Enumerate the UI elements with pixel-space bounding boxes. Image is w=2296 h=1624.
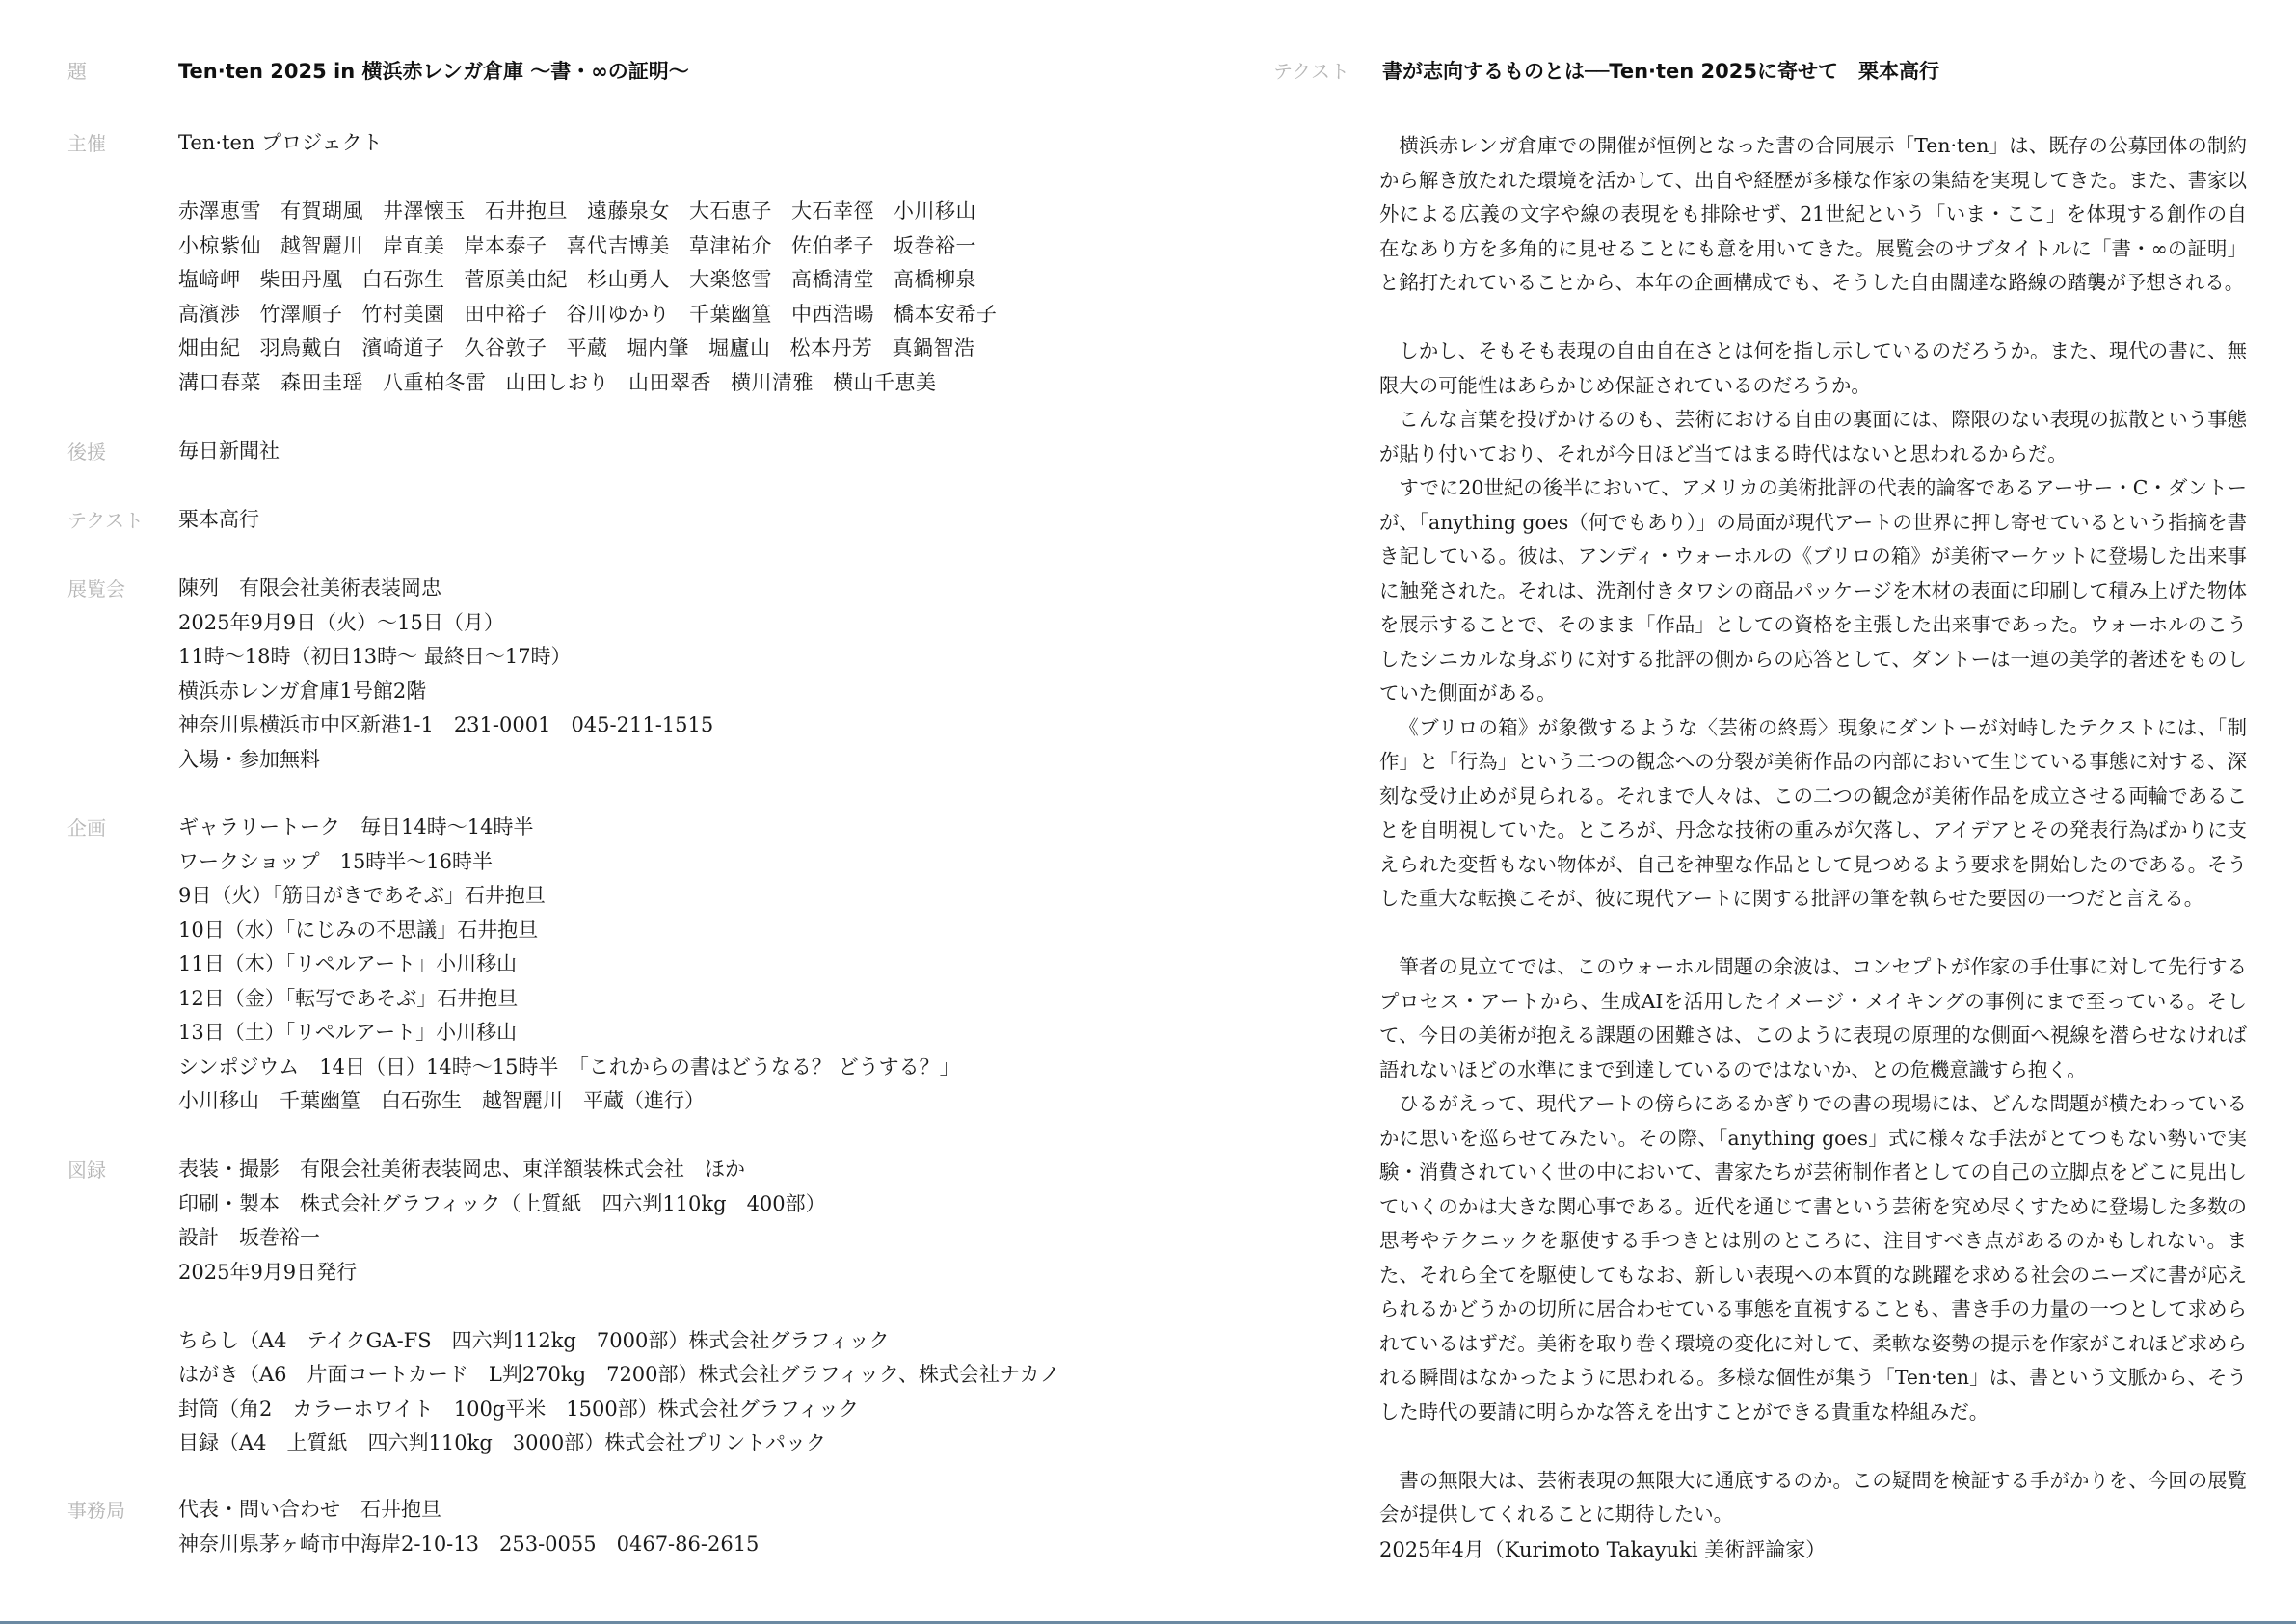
artist-name: 堀廬山 — [708, 336, 771, 359]
artist-name: 高橋清堂 — [791, 268, 874, 291]
artist-row — [178, 195, 1129, 229]
exhibition-label: 展覧会 — [67, 577, 125, 600]
artist-name: 岸本泰子 — [464, 233, 547, 257]
artist-name: 菅原美由紀 — [464, 268, 568, 291]
artist-name: 横川清雅 — [731, 370, 814, 394]
essay-paragraph: ひるがえって、現代アートの傍らにあるかぎりでの書の現場には、どんな問題が横たわっているかに思いを巡らせてみたい。その際、「anything goes」式に様々な手法がとてつもない勢いで実験・消費されていく世の中において、書家たちが芸術制作者としての自己の立脚点をどこに見出していくのかは大きな関心事である。近代を通じて書という芸術を究め尽くすために登場した多数の思考やテクニックを駆使する手つきとは別のところに、注目すべき点があるのかもしれない。また、それら全てを駆使してもなお、新しい表現への本質的な跳躍を求める社会のニーズに書が応えられるかどうかの切所に居合わせている事態を直視することも、書き手の力量の一つとして求められているはずだ。美術を取り巻く環境の変化に対して、柔軟な姿勢の提示を作家がこれほど求められる瞬間はなかったように思われる。多様な個性が集う「Ten·ten」は、書という文脈から、そうした時代の要請に明らかな答えを出すことができる貴重な枠組みだ。 — [1379, 1092, 2247, 1424]
artist-row — [178, 229, 1129, 264]
artist-name: 橋本安希子 — [894, 302, 998, 326]
exhibition-line: 神奈川県横浜市中区新港1-1 231-0001 045-211-1515 — [178, 713, 714, 736]
exhibition-line: 横浜赤レンガ倉庫1号館2階 — [178, 679, 427, 703]
artist-name: 大石幸徑 — [791, 200, 874, 223]
program-line: 13日（土）「リペルアート」小川移山 — [178, 1021, 518, 1044]
exhibition-title: Ten·ten 2025 in 横浜赤レンガ倉庫 〜書・∞の証明〜 — [178, 60, 689, 83]
artist-name: 小椋紫仙 — [178, 233, 261, 257]
artist-name: 大楽悠雪 — [689, 268, 772, 291]
exhibition-line: 入場・参加無料 — [178, 747, 320, 771]
catalog-line: 設計 坂巻裕一 — [178, 1226, 320, 1249]
exhibition-details — [178, 572, 1129, 777]
essay-date-line: 2025年4月（Kurimoto Takayuki 美術評論家） — [1379, 1538, 1827, 1561]
program-line: ワークショップ 15時半〜16時半 — [178, 849, 494, 873]
artist-name: 畑由紀 — [178, 336, 241, 359]
paragraph-gap — [1379, 917, 2247, 951]
catalog-details — [178, 1153, 1129, 1461]
paragraph-gap — [1379, 301, 2247, 335]
right-page — [1148, 0, 2296, 1624]
essay-paragraph: こんな言葉を投げかけるのも、芸術における自由の裏面には、際限のない表現の拡散という事態が貼り付いており、それが今日ほど当てはまる時代はないと思われるからだ。 — [1379, 408, 2247, 466]
essay-paragraph: しかし、そもそも表現の自由自在さとは何を指し示しているのだろうか。また、現代の書に、無限大の可能性はあらかじめ保証されているのだろうか。 — [1379, 339, 2247, 397]
essay-paragraph: 《ブリロの箱》が象徴するような〈芸術の終焉〉現象にダントーが対峙したテクストには、「制作」と「行為」という二つの観念への分裂が美術作品の内部において生じている事態に対する、深刻な受け止めが見られる。それまで人々は、この二つの観念が美術作品を成立させる両輪であることを自明視していた。ところが、丹念な技術の重みが欠落し、アイデアとその発表行為ばかりに支えられた変哲もない物体が、自己を神聖な作品として見つめるよう要求を開始したのである。そうした重大な転換こそが、彼に現代アートに関する批評の筆を執らせた要因の一つだと言える。 — [1379, 715, 2247, 910]
catalog-line — [178, 1290, 1129, 1324]
office-label: 事務局 — [67, 1499, 125, 1522]
catalog-line: はがき（A6 片面コートカード L判270kg 7200部）株式会社グラフィック、株式会社ナカノ — [178, 1363, 1060, 1386]
catalog-line: 2025年9月9日発行 — [178, 1260, 358, 1284]
artist-name: 大石恵子 — [689, 200, 772, 223]
artist-name: 谷川ゆかり — [566, 302, 670, 326]
program-line: 10日（水）「にじみの不思議」石井抱旦 — [178, 918, 539, 942]
office-details — [178, 1493, 1129, 1561]
essay-body — [1379, 129, 2247, 1532]
title-label: 題 — [67, 60, 87, 83]
program-line: 小川移山 千葉幽篁 白石弥生 越智麗川 平蔵（進行） — [178, 1089, 705, 1112]
artist-row — [178, 263, 1129, 298]
artist-name: 赤澤恵雪 — [178, 200, 261, 223]
artist-name: 柴田丹凰 — [259, 268, 343, 291]
artist-name: 杉山勇人 — [587, 268, 670, 291]
artist-name: 遠藤泉女 — [587, 200, 670, 223]
catalog-line: 印刷・製本 株式会社グラフィック（上質紙 四六判110kg 400部） — [178, 1191, 826, 1215]
program-line: 12日（金）「転写であそぶ」石井抱旦 — [178, 986, 519, 1010]
artist-name: 松本丹芳 — [789, 336, 873, 359]
artist-name: 平蔵 — [566, 336, 608, 359]
text-author-label: テクスト — [67, 509, 144, 532]
artist-name: 小川移山 — [894, 200, 976, 223]
catalog-line: 表装・撮影 有限会社美術表装岡忠、東洋額装株式会社 ほか — [178, 1158, 745, 1181]
office-line: 神奈川県茅ヶ崎市中海岸2-10-13 253-0055 0467-86-2615 — [178, 1531, 760, 1556]
essay-paragraph: 書の無限大は、芸術表現の無限大に通底するのか。この疑問を検証する手がかりを、今回の展覧会が提供してくれることに期待したい。 — [1379, 1468, 2247, 1526]
essay-header — [1273, 54, 2257, 89]
program-line: 11日（木）「リペルアート」小川移山 — [178, 952, 518, 975]
program-line: 9日（火）「筋目がきであそぶ」石井抱旦 — [178, 884, 546, 907]
program-details — [178, 811, 1129, 1119]
artist-row — [178, 298, 1129, 333]
artist-name: 久谷敦子 — [464, 336, 547, 359]
artist-name: 溝口春菜 — [178, 370, 261, 394]
artist-name: 羽鳥戴白 — [259, 336, 343, 359]
artist-name: 岸直美 — [383, 233, 445, 257]
artist-name: 田中裕子 — [464, 302, 547, 326]
catalog-line: 封筒（角2 カラーホワイト 100g平米 1500部）株式会社グラフィック — [178, 1397, 860, 1421]
artist-name: 高橋柳泉 — [894, 268, 976, 291]
exhibition-line: 11時〜18時（初日13時〜 最終日〜17時） — [178, 645, 572, 668]
exhibition-line: 陳列 有限会社美術表装岡忠 — [178, 576, 441, 599]
artist-name: 山田翠香 — [628, 370, 711, 394]
artist-name: 濱崎道子 — [361, 336, 445, 359]
artist-name: 山田しおり — [505, 370, 609, 394]
artist-name: 井澤懐玉 — [383, 200, 466, 223]
artist-name: 千葉幽篁 — [689, 302, 772, 326]
support-text: 毎日新聞社 — [178, 439, 280, 463]
artist-name: 石井抱旦 — [485, 200, 568, 223]
essay-paragraph: 横浜赤レンガ倉庫での開催が恒例となった書の合同展示「Ten·ten」は、既存の公募団体の制約から解き放たれた環境を活かして、出自や経歴が多様な作家の集結を実現してきた。また、書家以外による広義の文字や線の表現をも排除せず、21世紀という「いま・ここ」を体現する創作の自在なあり方を多角的に見せることにも意を用いてきた。展覧会のサブタイトルに「書・∞の証明」と銘打たれていることから、本年の企画構成でも、そうした自由闊達な路線の踏襲が予想される。 — [1379, 134, 2247, 294]
artist-name: 森田圭瑶 — [280, 370, 363, 394]
catalog-line: ちらし（A4 テイクGA-FS 四六判112kg 7000部）株式会社グラフィック — [178, 1328, 890, 1352]
artist-name: 草津祐介 — [689, 233, 772, 257]
office-line: 代表・問い合わせ 石井抱旦 — [178, 1498, 441, 1521]
artist-name: 越智麗川 — [280, 233, 363, 257]
artist-name: 真鍋智浩 — [892, 336, 975, 359]
exhibition-line: 2025年9月9日（火）〜15日（月） — [178, 610, 504, 634]
catalog-label: 図録 — [67, 1158, 106, 1182]
artist-name: 塩﨑岬 — [178, 268, 241, 291]
artist-row — [178, 366, 1129, 401]
artist-name: 竹澤順子 — [259, 302, 343, 326]
artist-name: 高濱渉 — [178, 302, 241, 326]
artist-name: 坂巻裕一 — [894, 233, 976, 257]
support-label: 後援 — [67, 440, 106, 464]
artist-name: 八重柏冬雷 — [383, 370, 487, 394]
artist-name: 中西浩暘 — [791, 302, 874, 326]
artist-name: 喜代吉博美 — [566, 233, 670, 257]
text-author-name: 栗本高行 — [178, 508, 259, 531]
paragraph-gap — [1379, 1429, 2247, 1464]
essay-label: テクスト — [1273, 60, 1349, 83]
essay-paragraph: 筆者の見立てでは、このウォーホル問題の余波は、コンセプトが作家の手仕事に対して先行するプロセス・アートから、生成AIを活用したイメージ・メイキングの事例にまで至っている。そして、今日の美術が抱える課題の困難さは、このように表現の原理的な側面へ視線を潜らせなければ語れないほどの水準にまで到達しているのではないか、との危機意識すら抱く。 — [1379, 955, 2247, 1081]
artist-list — [178, 195, 1129, 400]
artist-name: 白石弥生 — [361, 268, 445, 291]
organizer-text: Ten·ten プロジェクト — [178, 131, 383, 154]
artist-name: 堀内肇 — [627, 336, 689, 359]
artist-name: 有賀瑚風 — [280, 200, 363, 223]
program-line: シンポジウム 14日（日）14時〜15時半 「これからの書はどうなる？ どうする？」 — [178, 1054, 960, 1078]
program-line: ギャラリートーク 毎日14時〜14時半 — [178, 815, 534, 839]
organizer-label: 主催 — [67, 132, 106, 155]
essay-title: 書が志向するものとは──Ten·ten 2025に寄せて 栗本高行 — [1382, 60, 1939, 83]
essay-paragraph: すでに20世紀の後半において、アメリカの美術批評の代表的論客であるアーサー・C・ダントーが、「anything goes（何でもあり）」の局面が現代アートの世界に押し寄せているという指摘を書き記している。彼は、アンディ・ウォーホルの《ブリロの箱》が美術マーケットに登場した出来事に触発された。それは、洗剤付きタワシの商品パッケージを木材の表面に印刷して積み上げた物体を展示することで、そのまま「作品」としての資格を主張した出来事であった。ウォーホルのこうしたシニカルな身ぶりに対する批評の側からの応答として、ダントーは一連の美学的著述をものしていた側面がある。 — [1379, 476, 2247, 705]
program-label: 企画 — [67, 816, 106, 839]
catalog-line: 目録（A4 上質紙 四六判110kg 3000部）株式会社プリントパック — [178, 1431, 826, 1454]
artist-name: 横山千恵美 — [833, 370, 937, 394]
artist-name: 竹村美園 — [361, 302, 445, 326]
artist-row — [178, 332, 1129, 366]
artist-name: 佐伯孝子 — [791, 233, 874, 257]
